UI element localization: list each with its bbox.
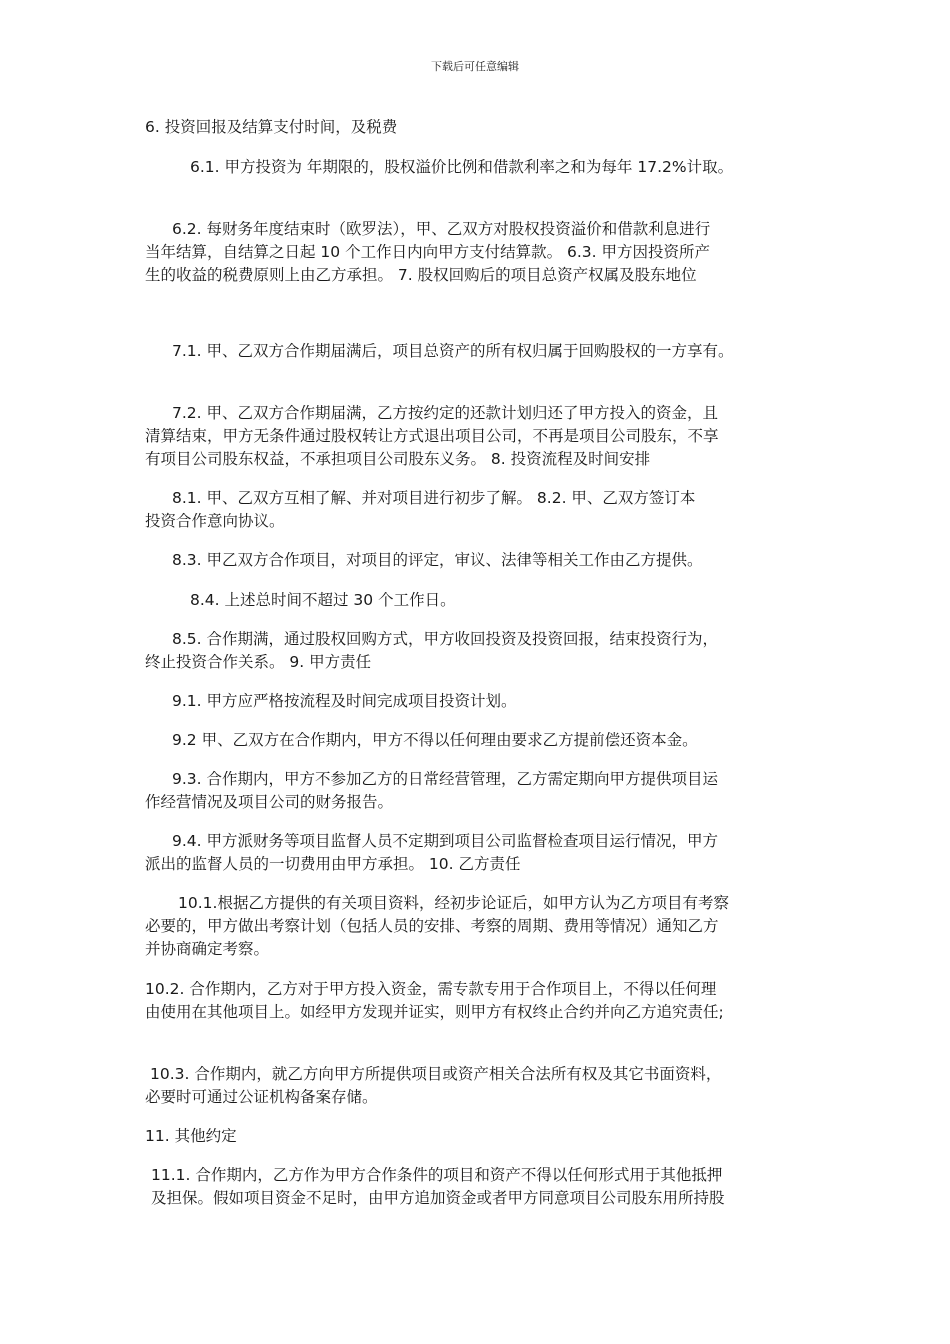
clause-9-2: 9.2 甲、乙双方在合作期内，甲方不得以任何理由要求乙方提前偿还资本金。 bbox=[172, 731, 698, 749]
clause-8-3: 8.3. 甲乙双方合作项目，对项目的评定，审议、法律等相关工作由乙方提供。 bbox=[172, 551, 703, 569]
clause-10-1-line-3: 并协商确定考察。 bbox=[145, 940, 270, 958]
clause-6-3-line-3: 生的收益的税费原则上由乙方承担。 7. 股权回购后的项目总资产权属及股东地位 bbox=[145, 266, 697, 284]
clause-11-1-line-2: 及担保。假如项目资金不足时，由甲方追加资金或者甲方同意项目公司股东用所持股 bbox=[151, 1189, 725, 1207]
clause-6-2-line-1: 6.2. 每财务年度结束时（欧罗法），甲、乙双方对股权投资溢价和借款利息进行 bbox=[172, 220, 711, 238]
clause-9-3-line-1: 9.3. 合作期内，甲方不参加乙方的日常经营管理，乙方需定期向甲方提供项目运 bbox=[172, 770, 719, 788]
clause-8-1-line-1: 8.1. 甲、乙双方互相了解、并对项目进行初步了解。 8.2. 甲、乙双方签订本 bbox=[172, 489, 696, 507]
clause-10-2-line-2: 由使用在其他项目上。如经甲方发现并证实，则甲方有权终止合约并向乙方追究责任; bbox=[145, 1003, 724, 1021]
clause-10-3-line-2: 必要时可通过公证机构备案存储。 bbox=[145, 1088, 378, 1106]
clause-8-5-line-2: 终止投资合作关系。 9. 甲方责任 bbox=[145, 653, 372, 671]
section-6-heading: 6. 投资回报及结算支付时间，及税费 bbox=[145, 118, 398, 136]
clause-7-2-line-3: 有项目公司股东权益，不承担项目公司股东义务。 8. 投资流程及时间安排 bbox=[145, 450, 651, 468]
clause-9-4-line-2: 派出的监督人员的一切费用由甲方承担。 10. 乙方责任 bbox=[145, 855, 521, 873]
clause-7-2-line-1: 7.2. 甲、乙双方合作期届满，乙方按约定的还款计划归还了甲方投入的资金，且 bbox=[172, 404, 719, 422]
clause-7-2-line-2: 清算结束，甲方无条件通过股权转让方式退出项目公司，不再是项目公司股东，不享 bbox=[145, 427, 719, 445]
clause-10-2-line-1: 10.2. 合作期内，乙方对于甲方投入资金，需专款专用于合作项目上，不得以任何理 bbox=[145, 980, 717, 998]
clause-8-2-line-2: 投资合作意向协议。 bbox=[145, 512, 285, 530]
clause-6-2-line-2: 当年结算，自结算之日起 10 个工作日内向甲方支付结算款。 6.3. 甲方因投资所产 bbox=[145, 243, 711, 261]
clause-6-1: 6.1. 甲方投资为 年期限的，股权溢价比例和借款利率之和为每年 17.2%计取。 bbox=[190, 158, 734, 176]
page-header: 下载后可任意编辑 bbox=[431, 60, 519, 73]
clause-10-1-line-1: 10.1.根据乙方提供的有关项目资料，经初步论证后，如甲方认为乙方项目有考察 bbox=[178, 894, 729, 912]
section-11-heading: 11. 其他约定 bbox=[145, 1127, 237, 1145]
clause-8-4: 8.4. 上述总时间不超过 30 个工作日。 bbox=[190, 591, 456, 609]
clause-11-1-line-1: 11.1. 合作期内，乙方作为甲方合作条件的项目和资产不得以任何形式用于其他抵押 bbox=[151, 1166, 723, 1184]
clause-9-1: 9.1. 甲方应严格按流程及时间完成项目投资计划。 bbox=[172, 692, 517, 710]
clause-9-3-line-2: 作经营情况及项目公司的财务报告。 bbox=[145, 793, 394, 811]
clause-8-5-line-1: 8.5. 合作期满，通过股权回购方式，甲方收回投资及投资回报，结束投资行为， bbox=[172, 630, 719, 648]
clause-10-3-line-1: 10.3. 合作期内，就乙方向甲方所提供项目或资产相关合法所有权及其它书面资料， bbox=[150, 1065, 722, 1083]
clause-9-4-line-1: 9.4. 甲方派财务等项目监督人员不定期到项目公司监督检查项目运行情况，甲方 bbox=[172, 832, 719, 850]
clause-7-1: 7.1. 甲、乙双方合作期届满后，项目总资产的所有权归属于回购股权的一方享有。 bbox=[172, 342, 734, 360]
clause-10-1-line-2: 必要的，甲方做出考察计划（包括人员的安排、考察的周期、费用等情况）通知乙方 bbox=[145, 917, 719, 935]
